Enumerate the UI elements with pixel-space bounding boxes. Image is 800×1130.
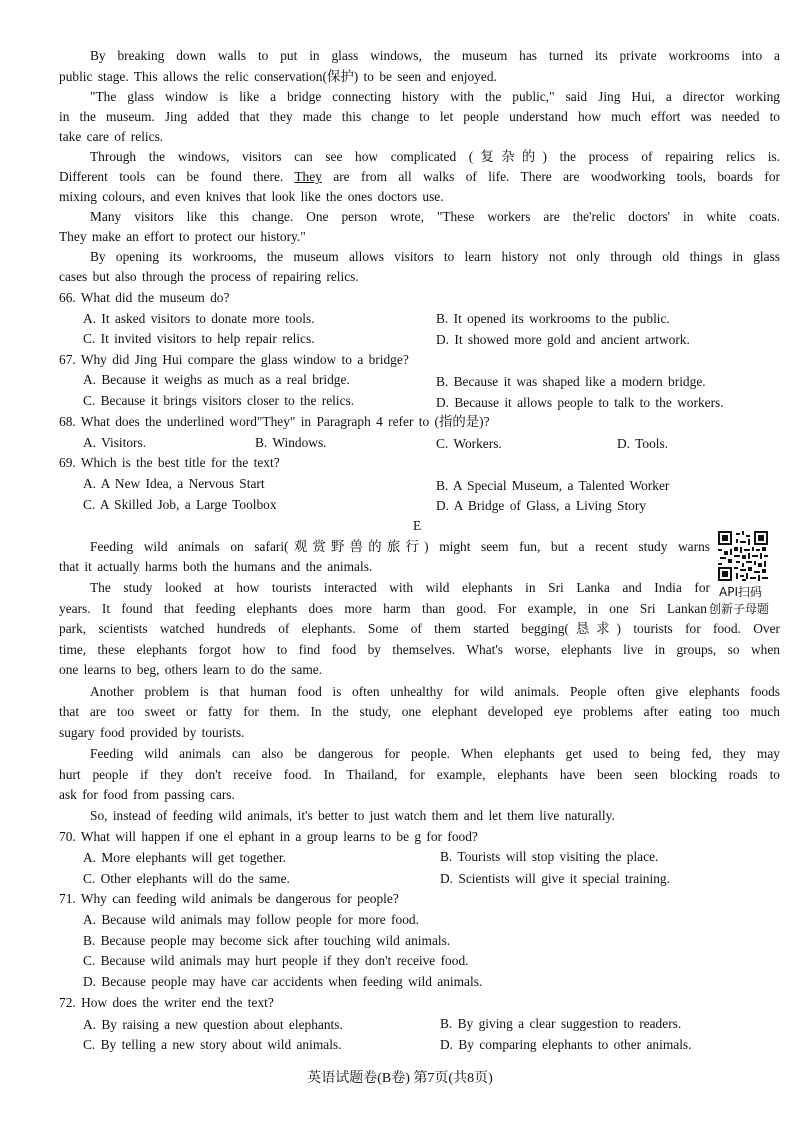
q72-option-c: C. By telling a new story about wild animals. — [83, 1037, 342, 1052]
passage-e-p1-line2: that it actually harms both the humans and the animals. — [59, 559, 373, 574]
qr-label-1: API扫码 — [719, 585, 762, 599]
q69-option-c: C. A Skilled Job, a Large Toolbox — [83, 497, 277, 512]
passage-d-p4-line2: They make an effort to protect our history." — [59, 229, 306, 244]
q69-option-b: B. A Special Museum, a Talented Worker — [436, 478, 670, 493]
passage-e-p2-line3: park, scientists watched hundreds of elephants. Some of them started begging(恳求) tourists for food. Over — [59, 621, 780, 636]
q70-option-a: A. More elephants will get together. — [83, 850, 286, 865]
passage-d-p3-line1: Through the windows, visitors can see how complicated (复杂的) the process of repairing relics is. — [90, 149, 780, 164]
q69-stem: 69. Which is the best title for the text? — [59, 455, 280, 470]
q66-option-b: B. It opened its workrooms to the public. — [436, 311, 670, 326]
qr-label-2: 创新子母题 — [709, 602, 770, 616]
q66-option-c: C. It invited visitors to help repair relics. — [83, 331, 315, 346]
q70-option-d: D. Scientists will give it special training. — [440, 871, 670, 886]
q69-option-a: A. A New Idea, a Nervous Start — [83, 476, 265, 491]
passage-e-p3-line1: Another problem is that human food is often unhealthy for wild animals. People often give elephants foods — [90, 684, 780, 699]
q70-option-b: B. Tourists will stop visiting the place. — [440, 849, 659, 864]
passage-e-p4-line3: ask for food from passing cars. — [59, 787, 235, 802]
q67-option-b: B. Because it was shaped like a modern bridge. — [436, 374, 706, 389]
passage-e-p2-line4: time, these elephants forgot how to find food by themselves. What's worse, elephants live in groups, so when — [59, 642, 780, 657]
passage-d-p1-line1: By breaking down walls to put in glass windows, the museum has turned its private workrooms into a — [90, 48, 780, 63]
passage-d-p5-line2: cases but also through the process of repairing relics. — [59, 269, 359, 284]
q69-option-d: D. A Bridge of Glass, a Living Story — [436, 498, 647, 513]
q72-stem: 72. How does the writer end the text? — [59, 995, 274, 1010]
q72-option-a: A. By raising a new question about elephants. — [83, 1017, 343, 1032]
q68-option-d: D. Tools. — [617, 436, 669, 451]
page-footer: 英语试题卷(B卷) 第7页(共8页) — [307, 1071, 493, 1086]
q71-option-b: B. Because people may become sick after touching wild animals. — [83, 933, 451, 948]
passage-d-p3-line2-after: are from all walks of life. There are woodworking tools, boards for — [321, 169, 780, 184]
q66-option-d: D. It showed more gold and ancient artwork. — [436, 332, 690, 347]
passage-d-p3-line2-before: Different tools can be found there. — [59, 169, 295, 184]
q67-option-d: D. Because it allows people to talk to the workers. — [436, 395, 724, 410]
q71-option-a: A. Because wild animals may follow people for more food. — [83, 912, 419, 927]
passage-e-p4-line1: Feeding wild animals can also be dangerous for people. When elephants get used to being fed, they may — [90, 746, 780, 761]
q71-option-c: C. Because wild animals may hurt people if they don't receive food. — [83, 953, 469, 968]
q68-stem: 68. What does the underlined word"They" in Paragraph 4 refer to (指的是)? — [59, 414, 490, 429]
q66-option-a: A. It asked visitors to donate more tools. — [83, 311, 315, 326]
section-e-heading: E — [413, 518, 422, 533]
passage-e-p3-line3: sugary food provided by tourists. — [59, 725, 245, 740]
passage-e-p1-line1: Feeding wild animals on safari(观赏野兽的旅行) might seem fun, but a recent study warns — [90, 539, 710, 554]
qr-code-icon — [718, 531, 768, 581]
passage-d-p2-line2: in the museum. Jing added that they made this change to let people understand how much effort was needed to — [59, 109, 780, 124]
passage-d-p2-line3: take care of relics. — [59, 129, 164, 144]
passage-d-p4-line1: Many visitors like this change. One person wrote, "These workers are the'relic doctors' in white coats. — [90, 209, 780, 224]
underlined-word-they: They — [294, 169, 322, 184]
q70-stem: 70. What will happen if one el ephant in a group learns to be g for food? — [59, 829, 478, 844]
passage-e-p2-line1: The study looked at how tourists interacted with wild elephants in Sri Lanka and India for — [90, 580, 710, 595]
passage-e-p4-line2: hurt people if they don't receive food. In Thailand, for example, elephants have been seen blocking roads to — [59, 767, 780, 782]
passage-d-p1-line2: public stage. This allows the relic conservation(保护) to be seen and enjoyed. — [59, 69, 497, 84]
q67-stem: 67. Why did Jing Hui compare the glass window to a bridge? — [59, 352, 409, 367]
passage-d-p5-line1: By opening its workrooms, the museum allows visitors to learn history not only through old things in glass — [90, 249, 780, 264]
q68-option-b: B. Windows. — [255, 435, 327, 450]
passage-e-p2-line5: one learns to beg, others learn to do the same. — [59, 662, 323, 677]
q67-option-a: A. Because it weighs as much as a real bridge. — [83, 372, 350, 387]
q68-option-c: C. Workers. — [436, 436, 502, 451]
q71-option-d: D. Because people may have car accidents when feeding wild animals. — [83, 974, 483, 989]
passage-d-p2-line1: "The glass window is like a bridge connecting history with the public," said Jing Hui, a director working — [90, 89, 780, 104]
q67-option-c: C. Because it brings visitors closer to the relics. — [83, 393, 355, 408]
q66-stem: 66. What did the museum do? — [59, 290, 230, 305]
q72-option-b: B. By giving a clear suggestion to readers. — [440, 1016, 682, 1031]
q68-option-a: A. Visitors. — [83, 435, 147, 450]
passage-e-p5-line1: So, instead of feeding wild animals, it's better to just watch them and let them live naturally. — [90, 808, 615, 823]
passage-d-p3-line3: mixing colours, and even knives that look like the ones doctors use. — [59, 189, 444, 204]
q72-option-d: D. By comparing elephants to other animals. — [440, 1037, 692, 1052]
passage-e-p3-line2: that are too sweet or fatty for them. In the study, one elephant developed eye problems after eating too much — [59, 704, 780, 719]
q70-option-c: C. Other elephants will do the same. — [83, 871, 290, 886]
q71-stem: 71. Why can feeding wild animals be dangerous for people? — [59, 891, 399, 906]
passage-d-p3-line2 — [59, 167, 780, 187]
passage-e-p2-line2: years. It found that feeding elephants does more harm than good. For example, in one Sri Lankan — [59, 601, 707, 616]
